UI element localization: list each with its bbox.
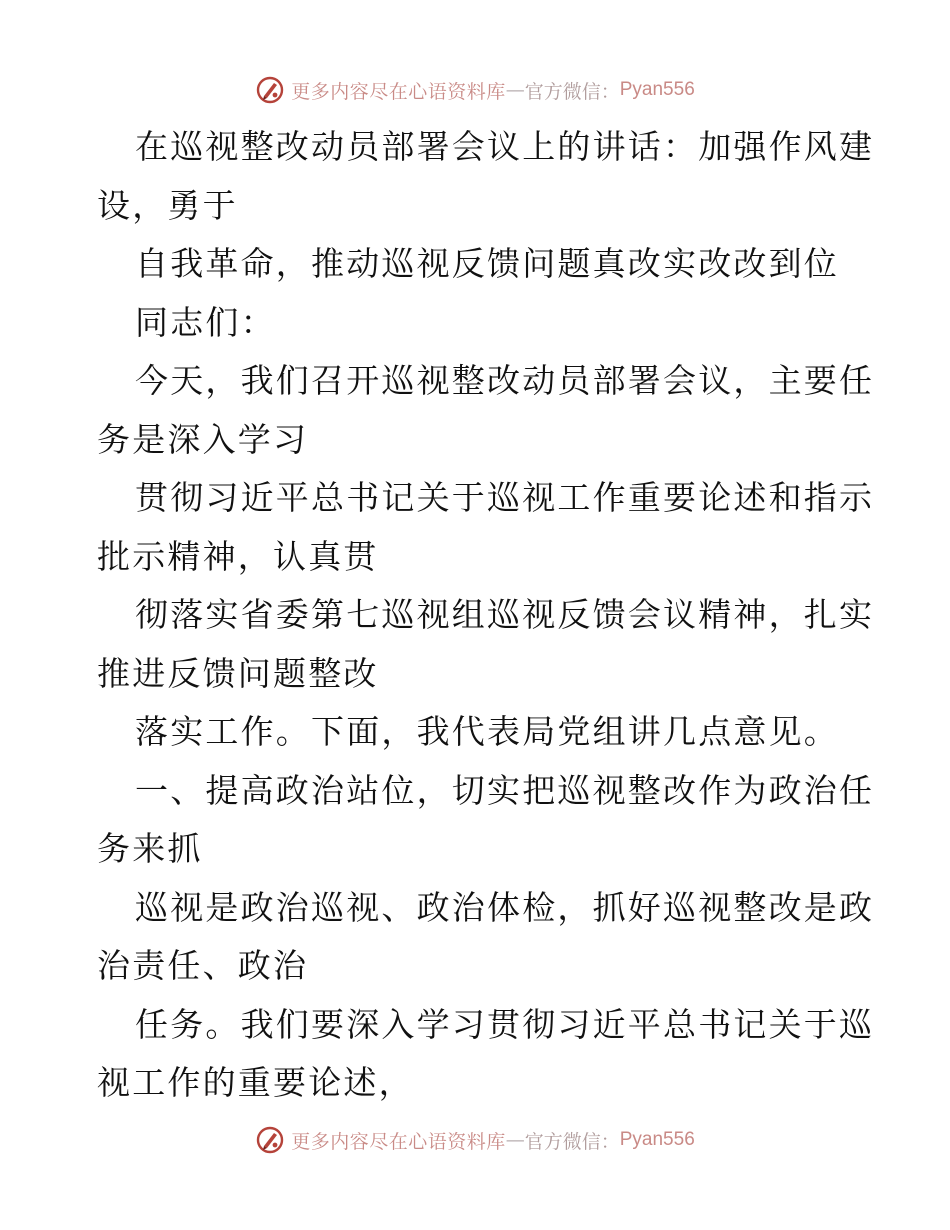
body-text-line: 设，勇于 [97, 185, 238, 225]
pen-logo-icon [255, 75, 285, 105]
body-text-line: 务是深入学习 [97, 419, 309, 459]
body-text-line: 同志们： [135, 302, 276, 342]
body-text-line: 任务。我们要深入学习贯彻习近平总书记关于巡 [135, 1004, 875, 1044]
watermark-handle: Pyan556 [619, 79, 695, 100]
body-text-line: 贯彻习近平总书记关于巡视工作重要论述和指示 [135, 478, 875, 517]
document-body [97, 118, 875, 1113]
body-text-line: 落实工作。下面，我代表局党组讲几点意见。 [135, 712, 839, 751]
pen-logo-icon [255, 1125, 285, 1155]
header-watermark [0, 72, 950, 108]
body-text-line: 一、提高政治站位，切实把巡视整改作为政治任 [135, 770, 875, 810]
body-text-line: 巡视是政治巡视、政治体检，抓好巡视整改是政 [135, 887, 875, 927]
body-text-line: 自我革命，推动巡视反馈问题真改实改改到位 [135, 244, 839, 283]
watermark-label: 官方微信： [524, 80, 620, 103]
body-text-line: 视工作的重要论述， [97, 1063, 414, 1102]
body-text-line: 彻落实省委第七巡视组巡视反馈会议精神，扎实 [135, 595, 875, 634]
body-text-line: 批示精神，认真贯 [97, 536, 379, 576]
body-text-line: 推进反馈问题整改 [97, 653, 379, 693]
watermark-dash: — [505, 1129, 525, 1151]
footer-watermark [0, 1122, 950, 1158]
watermark-label: 官方微信： [524, 1130, 620, 1153]
watermark-prefix: 更多内容尽在心语资料库 [291, 1130, 506, 1153]
body-text-line: 今天，我们召开巡视整改动员部署会议，主要任 [135, 361, 875, 400]
watermark-handle: Pyan556 [619, 1129, 695, 1150]
watermark-dash: — [505, 79, 525, 101]
watermark-prefix: 更多内容尽在心语资料库 [291, 80, 506, 103]
body-text-line: 务来抓 [97, 829, 203, 868]
body-text-line: 治责任、政治 [97, 946, 309, 985]
body-text-line: 在巡视整改动员部署会议上的讲话：加强作风建 [135, 127, 875, 166]
